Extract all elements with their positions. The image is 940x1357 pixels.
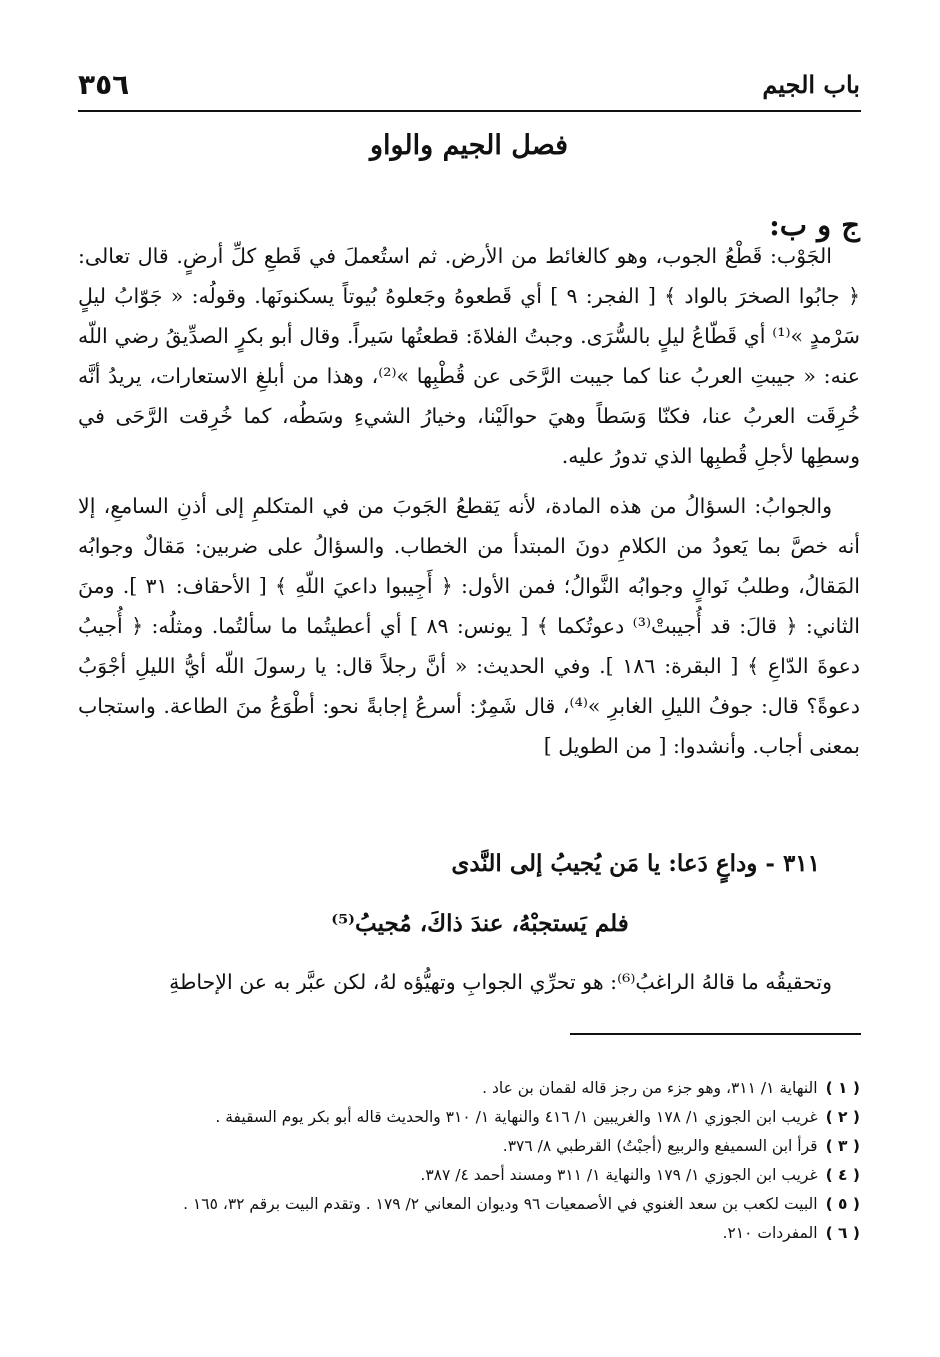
footnote: [78, 1074, 860, 1103]
footnote-number: ( ٦ ): [825, 1224, 860, 1242]
footnote-number: ( ٤ ): [825, 1166, 860, 1184]
footnote-text: المفردات ٢١٠.: [722, 1224, 818, 1242]
footnote: [78, 1132, 860, 1161]
footnote-text: قرأ ابن السميفع والربيع (أجبْتُ) القرطبي ٨/ ٣٧٦.: [502, 1137, 818, 1155]
entry-heading: ج و ب:: [769, 208, 860, 242]
footnote-text: النهاية ١/ ٣١١، وهو جزء من رجز قاله لقمان بن عاد .: [482, 1079, 818, 1097]
paragraph-jawab: والجوابُ: السؤالُ من هذه المادة، لأنه يَقطعُ الجَوبَ من في المتكلمِ إلى أذنِ السامعِ، إلا أنه خصَّ بما يَعودُ من الكلامِ دونَ المبتدأ من الخطاب. والسؤالُ على ضربين: مَقالٌ وجوابُه المَقالُ، وطلبُ نَوالٍ وجوابُه النَّوالُ؛ فمن الأول: ﴿ أَجِيبوا داعيَ اللّهِ ﴾ [ الأحقاف: ٣١ ]. ومنَ الثاني: ﴿ قالَ: قد أُجيبتْ⁽³⁾ دعوتُكما ﴾ [ يونس: ٨٩ ] أي أعطيتُما ما سألتُما. ومثلُه: ﴿ أُجيبُ دعوةَ الدّاعِ ﴾ [ البقرة: ١٨٦ ]. وفي الحديث: « أنَّ رجلاً قال: يا رسولَ اللّه أيُّ الليلِ أجْوَبُ دعوةً؟ قال: جوفُ الليلِ الغابرِ »⁽⁴⁾، قال شَمِرٌ: أسرعُ إجابةً نحو: أطْوَعُ منَ الطاعة. واستجاب بمعنى أجاب. وأنشدوا: [ من الطويل ]: [78, 494, 861, 758]
footnote: [78, 1103, 860, 1132]
footnote-text: غريب ابن الجوزي ١/ ١٧٩ والنهاية ١/ ٣١١ ومسند أحمد ٤/ ٣٨٧.: [420, 1166, 818, 1184]
footnotes: [78, 1074, 860, 1248]
footnote-number: ( ٥ ): [825, 1195, 860, 1213]
verse-second-hemistich: فلم يَستجبْهُ، عندَ ذاكَ، مُجيبُ⁽⁵⁾: [331, 910, 629, 937]
header-rule: [78, 110, 861, 112]
footnote-text: البيت لكعب بن سعد الغنوي في الأصمعيات ٩٦ وديوان المعاني ٢/ ١٧٩ . وتقدم البيت برقم ٣٢، ١٦٥ .: [183, 1195, 818, 1213]
footnote-number: ( ٣ ): [825, 1137, 860, 1155]
body-text: [78, 236, 860, 766]
running-title: باب الجيم: [762, 69, 860, 99]
footnote-number: ( ١ ): [825, 1079, 860, 1097]
footnote-number: ( ٢ ): [825, 1108, 860, 1126]
running-header: [78, 62, 860, 106]
footnote: [78, 1219, 860, 1248]
section-title: فصل الجيم والواو: [369, 130, 569, 161]
footnote: [78, 1190, 860, 1219]
verse-first-hemistich: ٣١١ - وداعٍ دَعا: يا مَن يُجيبُ إلى النَّدى: [451, 850, 820, 877]
footnote: [78, 1161, 860, 1190]
paragraph-jawb: الجَوْب: قَطْعُ الجوب، وهو كالغائط من الأرض. ثم استُعملَ في قَطعِ كلِّ أرضٍ. قال تعالى: ﴿ جابُوا الصخرَ بالواد ﴾ [ الفجر: ٩ ] أي قَطعوهُ وجَعلوهُ بُيوتاً يسكنونَها. وقولُه: « جَوّابُ ليلٍ سَرْمدٍ »⁽¹⁾ أي قَطّاعُ ليلٍ بالسُّرَى. وجبتُ الفلاةَ: قطعتُها سَيراً. وقال أبو بكرٍ الصدِّيقُ رضي اللّه عنه: « جيبتِ العربُ عنا كما جيبت الرَّحَى عن قُطْبِها »⁽²⁾، وهذا من أبلغِ الاستعارات، يريدُ أنَّه خُرِقَت العربُ عنا، فكنّا وَسَطاً وهيَ حوالَيْنا، وخيارُ الشيءِ وسَطُه، كما خُرِقت الرَّحَى في وسطِها لأجلِ قُطبِها الذي تدورُ عليه.: [78, 244, 861, 468]
page-number: ٣٥٦: [78, 67, 130, 101]
footnote-text: غريب ابن الجوزي ١/ ١٧٨ والغريبين ١/ ٤١٦ والنهاية ١/ ٣١٠ والحديث قاله أبو بكر يوم السقيفة .: [215, 1108, 818, 1126]
footnote-rule: [570, 1033, 861, 1035]
paragraph-tahqiq: وتحقيقُه ما قالهُ الراغبُ⁽⁶⁾: هو تحرِّي الجوابِ وتهيُّؤه لهُ، لكن عبَّر به عن الإحاطةِ: [169, 970, 832, 994]
